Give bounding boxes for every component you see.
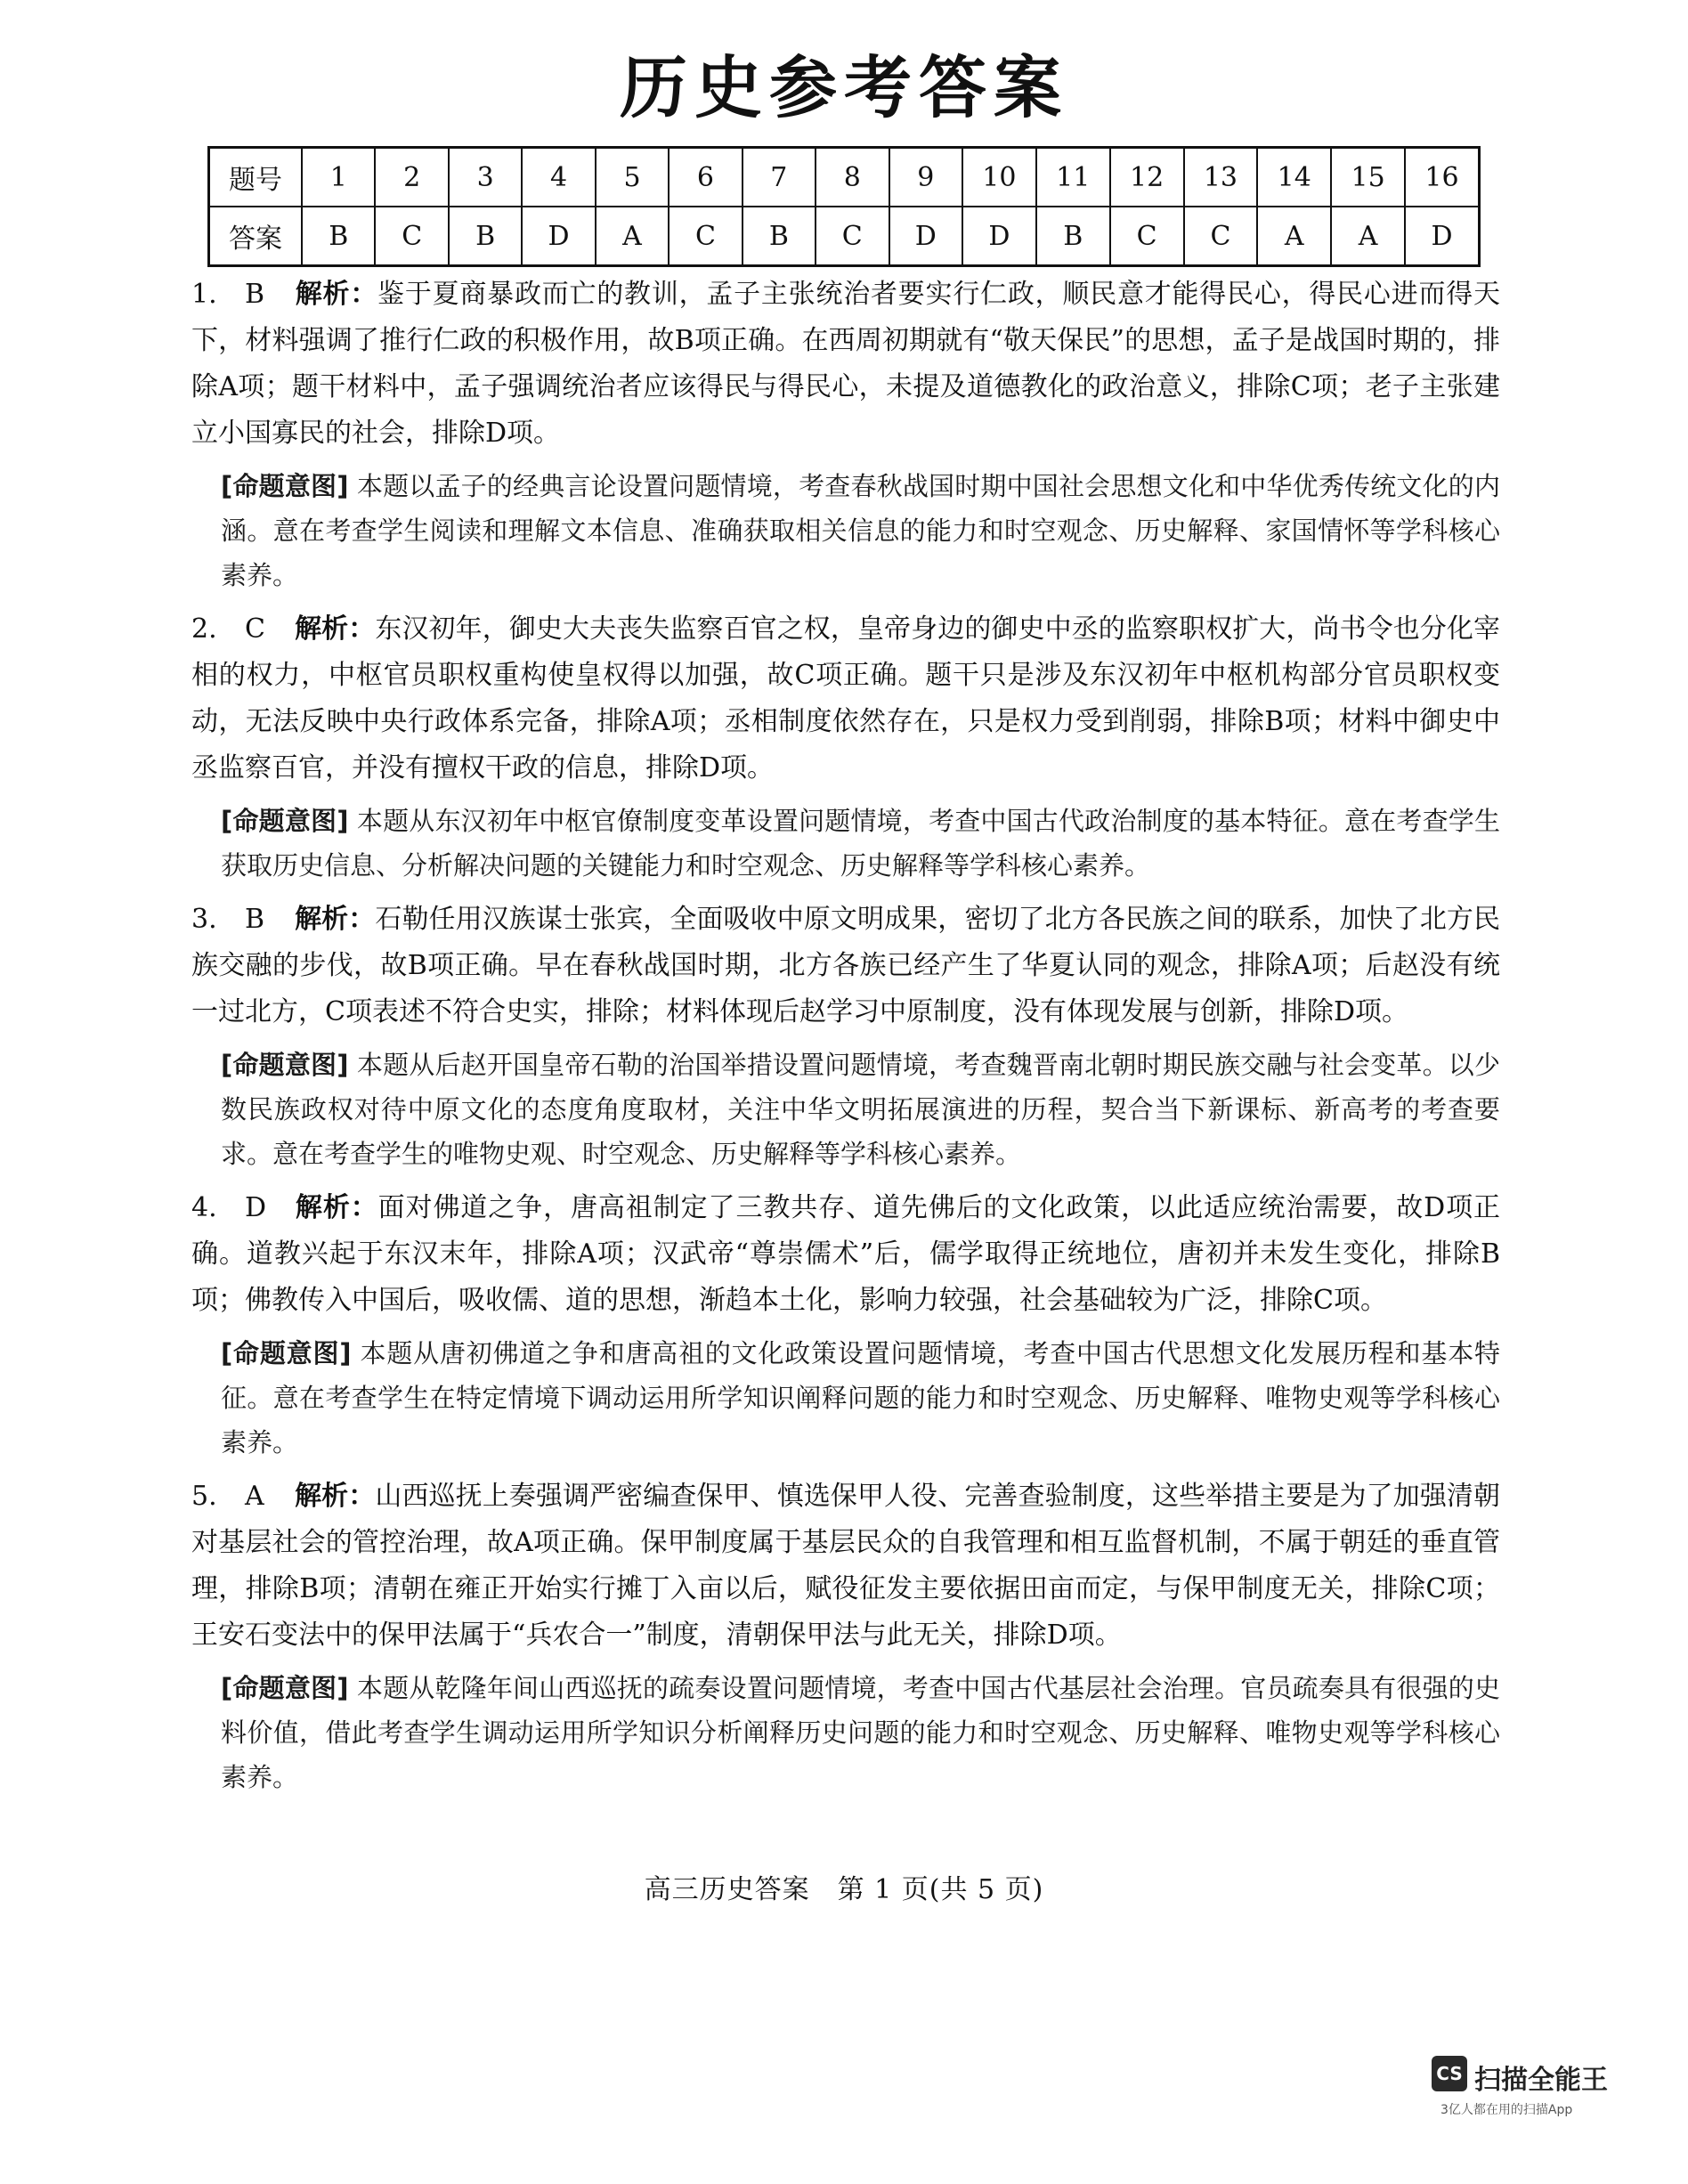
watermark-tagline: 3亿人都在用的扫描App: [1440, 2103, 1573, 2117]
question-number-cell: 10: [962, 148, 1036, 207]
question-number-cell: 3: [449, 148, 522, 207]
answer-cell: C: [1184, 207, 1258, 266]
intent-text: 本题从后赵开国皇帝石勒的治国举措设置问题情境，考查魏晋南北朝时期民族交融与社会变革。以少数民族政权对待中原文化的态度角度取材，关注中华文明拓展演进的历程，契合当下新课标、新高考的考查要求。意在考查学生的唯物史观、时空观念、历史解释等学科核心素养。: [221, 1050, 1500, 1169]
analysis-label: 解析：: [295, 1192, 378, 1223]
answer-cell: A: [596, 207, 669, 266]
question-number-cell: 14: [1257, 148, 1331, 207]
answer-letter: B: [245, 279, 265, 310]
analysis-label: 解析：: [295, 613, 376, 645]
scanner-watermark: [1432, 2052, 1610, 2115]
question-number-cell: 8: [816, 148, 889, 207]
intent-label: [命题意图]: [221, 1050, 349, 1080]
analysis-label: 解析：: [295, 904, 376, 935]
analysis-label: 解析：: [295, 279, 378, 310]
question-number-cell: 15: [1331, 148, 1405, 207]
analysis-text: 面对佛道之争，唐高祖制定了三教共存、道先佛后的文化政策，以此适应统治需要，故D项正确。道教兴起于东汉末年，排除A项；汉武帝“尊崇儒术”后，儒学取得正统地位，唐初并未发生变化，排除B项；佛教传入中国后，吸收儒、道的思想，渐趋本土化，影响力较强，社会基础较为广泛，排除C项。: [191, 1192, 1500, 1316]
answer-cell: C: [1110, 207, 1184, 266]
intent-text: 本题从乾隆年间山西巡抚的疏奏设置问题情境，考查中国古代基层社会治理。官员疏奏具有很强的史料价值，借此考查学生调动运用所学知识分析阐释历史问题的能力和时空观念、历史解释、唯物史观等学科核心素养。: [221, 1673, 1500, 1792]
intent-label: [命题意图]: [221, 806, 349, 836]
answer-letter: D: [245, 1192, 267, 1223]
intent-paragraph: [221, 1331, 1500, 1465]
question-number-cell: 9: [889, 148, 962, 207]
analysis-text: 山西巡抚上奏强调严密编查保甲、慎选保甲人役、完善查验制度，这些举措主要是为了加强清朝对基层社会的管控治理，故A项正确。保甲制度属于基层民众的自我管理和相互监督机制，不属于朝廷的垂直管理，排除B项；清朝在雍正开始实行摊丁入亩以后，赋役征发主要依据田亩而定，与保甲制度无关，排除C项；王安石变法中的保甲法属于“兵农合一”制度，清朝保甲法与此无关，排除D项。: [191, 1481, 1501, 1651]
question-number-cell: 2: [375, 148, 448, 207]
question-number-cell: 1: [302, 148, 375, 207]
intent-text: 本题从东汉初年中枢官僚制度变革设置问题情境，考查中国古代政治制度的基本特征。意在考查学生获取历史信息、分析解决问题的关键能力和时空观念、历史解释等学科核心素养。: [221, 806, 1500, 881]
intent-label: [命题意图]: [221, 1338, 352, 1368]
answer-cell: C: [669, 207, 742, 266]
question-number: 2.: [191, 613, 217, 645]
answer-table: [207, 146, 1481, 267]
answer-row: [209, 207, 1480, 266]
intent-paragraph: [221, 1666, 1500, 1799]
question-number-cell: 7: [743, 148, 816, 207]
question-number-cell: 12: [1110, 148, 1184, 207]
question-number-cell: 6: [669, 148, 742, 207]
intent-paragraph: [221, 464, 1500, 597]
row-label-answer: 答案: [209, 207, 303, 266]
analysis-paragraph: [191, 1474, 1500, 1659]
analysis-label: 解析：: [295, 1481, 376, 1512]
analysis-paragraph: [191, 1185, 1500, 1324]
answer-cell: B: [302, 207, 375, 266]
question-number-cell: 4: [522, 148, 595, 207]
answer-cell: C: [375, 207, 448, 266]
answer-cell: C: [816, 207, 889, 266]
explanation-item: [191, 897, 1500, 1176]
answer-cell: D: [1405, 207, 1479, 266]
row-label-question-number: 题号: [209, 148, 303, 207]
answer-letter: C: [245, 613, 265, 645]
intent-label: [命题意图]: [221, 471, 349, 501]
analysis-paragraph: [191, 606, 1500, 792]
intent-paragraph: [221, 799, 1500, 888]
intent-text: 本题从唐初佛道之争和唐高祖的文化政策设置问题情境，考查中国古代思想文化发展历程和基本特征。意在考查学生在特定情境下调动运用所学知识阐释问题的能力和时空观念、历史解释、唯物史观等学科核心素养。: [221, 1338, 1500, 1457]
page-title: 历史参考答案: [620, 48, 1068, 127]
question-number: 5.: [191, 1481, 217, 1512]
camscanner-logo-icon: CS: [1432, 2056, 1467, 2091]
question-number: 1.: [191, 279, 217, 310]
answer-cell: D: [962, 207, 1036, 266]
answer-letter: A: [245, 1481, 264, 1512]
intent-label: [命题意图]: [221, 1673, 349, 1703]
question-number: 4.: [191, 1192, 217, 1223]
analysis-paragraph: [191, 272, 1500, 457]
explanation-item: [191, 606, 1500, 888]
answer-explanations: [191, 272, 1500, 1808]
answer-cell: B: [1036, 207, 1110, 266]
answer-cell: D: [522, 207, 595, 266]
question-number-row: [209, 148, 1480, 207]
answer-cell: A: [1257, 207, 1331, 266]
analysis-text: 东汉初年，御史大夫丧失监察百官之权，皇帝身边的御史中丞的监察职权扩大，尚书令也分化宰相的权力，中枢官员职权重构使皇权得以加强，故C项正确。题干只是涉及东汉初年中枢机构部分官员职权变动，无法反映中央行政体系完备，排除A项；丞相制度依然存在，只是权力受到削弱，排除B项；材料中御史中丞监察百官，并没有擅权干政的信息，排除D项。: [191, 613, 1501, 783]
answer-cell: D: [889, 207, 962, 266]
explanation-item: [191, 272, 1500, 597]
analysis-text: 石勒任用汉族谋士张宾，全面吸收中原文明成果，密切了北方各民族之间的联系，加快了北方民族交融的步伐，故B项正确。早在春秋战国时期，北方各族已经产生了华夏认同的观念，排除A项；后赵没有统一过北方，C项表述不符合史实，排除；材料体现后赵学习中原制度，没有体现发展与创新，排除D项。: [191, 904, 1501, 1027]
question-number-cell: 13: [1184, 148, 1258, 207]
answer-letter: B: [245, 904, 265, 935]
intent-paragraph: [221, 1043, 1500, 1176]
explanation-item: [191, 1474, 1500, 1799]
answer-cell: B: [449, 207, 522, 266]
question-number-cell: 16: [1405, 148, 1479, 207]
analysis-paragraph: [191, 897, 1500, 1035]
question-number: 3.: [191, 904, 217, 935]
page-footer: 高三历史答案 第 1 页(共 5 页): [644, 1874, 1044, 1905]
explanation-item: [191, 1185, 1500, 1465]
watermark-app-name: 扫描全能王: [1474, 2065, 1608, 2096]
answer-cell: B: [743, 207, 816, 266]
analysis-text: 鉴于夏商暴政而亡的教训，孟子主张统治者要实行仁政，顺民意才能得民心，得民心进而得天下，材料强调了推行仁政的积极作用，故B项正确。在西周初期就有“敬天保民”的思想，孟子是战国时期的，排除A项；题干材料中，孟子强调统治者应该得民与得民心，未提及道德教化的政治意义，排除C项；老子主张建立小国寡民的社会，排除D项。: [191, 279, 1501, 449]
question-number-cell: 5: [596, 148, 669, 207]
question-number-cell: 11: [1036, 148, 1110, 207]
intent-text: 本题以孟子的经典言论设置问题情境，考查春秋战国时期中国社会思想文化和中华优秀传统文化的内涵。意在考查学生阅读和理解文本信息、准确获取相关信息的能力和时空观念、历史解释、家国情怀等学科核心素养。: [221, 471, 1500, 590]
answer-cell: A: [1331, 207, 1405, 266]
